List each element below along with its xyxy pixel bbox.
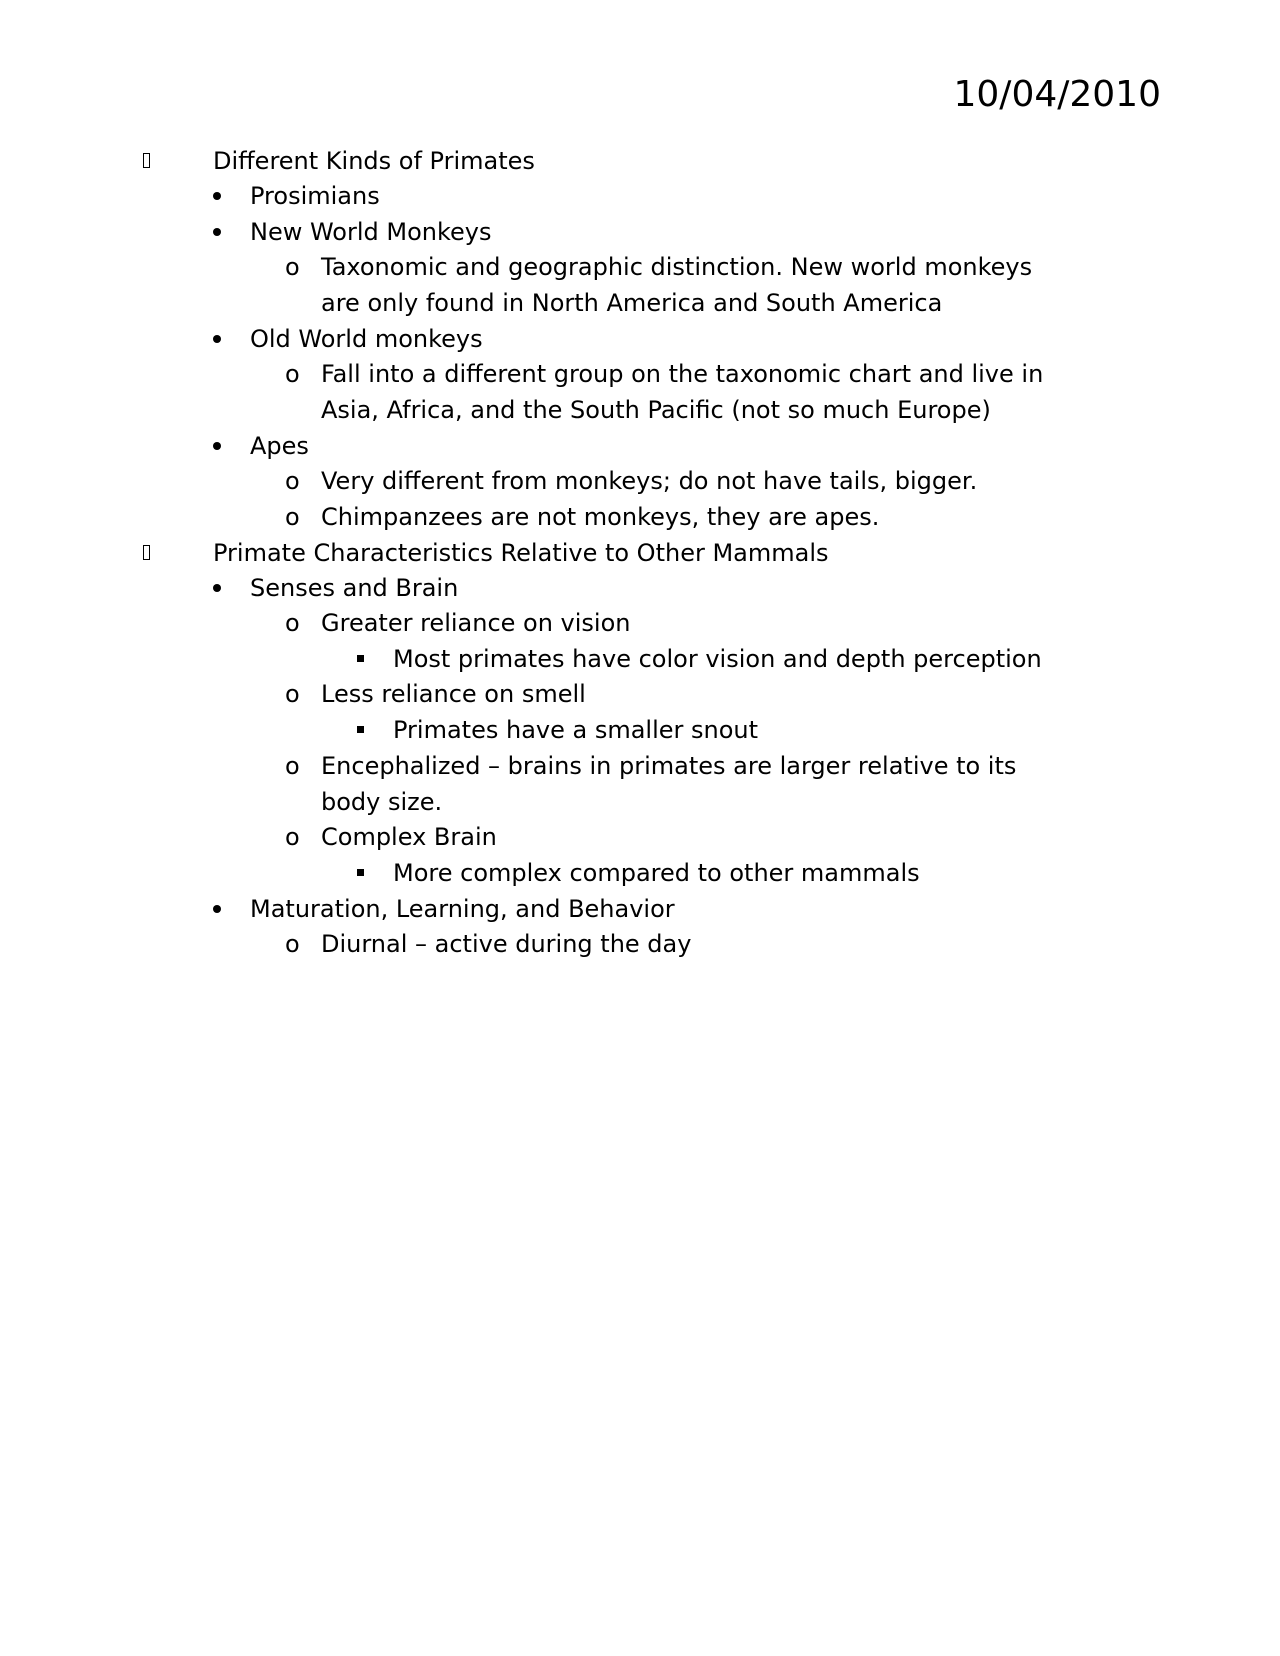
bullet-icon [213, 214, 221, 251]
square-bullet-icon [357, 855, 364, 892]
section-heading: Different Kinds of Primates [213, 147, 535, 175]
list-item-continuation: body size. [321, 788, 443, 816]
list-item: Diurnal – active during the day [321, 930, 692, 958]
square-bullet-icon [357, 712, 364, 749]
bullet-icon [213, 570, 221, 607]
list-item: Less reliance on smell [321, 680, 586, 708]
circle-bullet-icon: o [285, 752, 300, 780]
list-item-continuation: Asia, Africa, and the South Pacific (not so much Europe) [321, 396, 991, 424]
circle-bullet-icon: o [285, 360, 300, 388]
list-item: Most primates have color vision and depth perception [393, 645, 1042, 673]
circle-bullet-icon: o [285, 930, 300, 958]
list-item: Primates have a smaller snout [393, 716, 759, 744]
list-item: Senses and Brain [250, 574, 459, 602]
list-item: Chimpanzees are not monkeys, they are apes. [321, 503, 880, 531]
circle-bullet-icon: o [285, 680, 300, 708]
circle-bullet-icon: o [285, 503, 300, 531]
bullet-icon [213, 178, 221, 215]
list-item: Prosimians [250, 182, 380, 210]
list-item: Fall into a different group on the taxonomic chart and live in [321, 360, 1044, 388]
bullet-icon [213, 321, 221, 358]
circle-bullet-icon: o [285, 253, 300, 281]
circle-bullet-icon: o [285, 609, 300, 637]
list-item: Complex Brain [321, 823, 497, 851]
list-item: Old World monkeys [250, 325, 483, 353]
list-item-continuation: are only found in North America and South America [321, 289, 943, 317]
list-item: New World Monkeys [250, 218, 492, 246]
bullet-icon [213, 891, 221, 928]
circle-bullet-icon: o [285, 467, 300, 495]
section-heading: Primate Characteristics Relative to Other Mammals [213, 539, 829, 567]
list-item: Apes [250, 432, 309, 460]
bullet-icon [213, 428, 221, 465]
section-marker-icon [143, 535, 150, 572]
circle-bullet-icon: o [285, 823, 300, 851]
list-item: Taxonomic and geographic distinction. New world monkeys [321, 253, 1033, 281]
list-item: Very different from monkeys; do not have tails, bigger. [321, 467, 978, 495]
list-item: Maturation, Learning, and Behavior [250, 895, 675, 923]
list-item: Encephalized – brains in primates are larger relative to its [321, 752, 1017, 780]
list-item: Greater reliance on vision [321, 609, 631, 637]
list-item: More complex compared to other mammals [393, 859, 920, 887]
section-marker-icon [143, 143, 150, 180]
date-header: 10/04/2010 [953, 74, 1161, 115]
square-bullet-icon [357, 641, 364, 678]
